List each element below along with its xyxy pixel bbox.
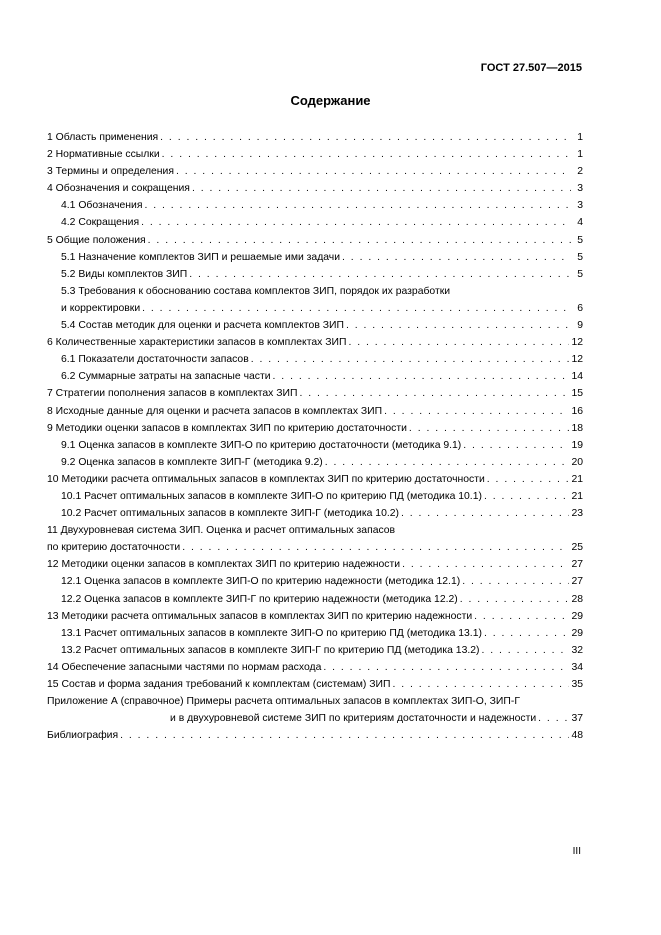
dot-leader	[299, 385, 569, 402]
toc-entry-text: 9 Методики оценки запасов в комплектах ЗИП по критерию достаточности	[47, 422, 407, 434]
toc-entry[interactable]	[47, 556, 583, 573]
toc-entry-text: 12.1 Оценка запасов в комплекте ЗИП-О по критерию надежности (методика 12.1)	[61, 576, 461, 588]
dot-leader	[392, 676, 569, 693]
toc-entry-text: 13 Методики расчета оптимальных запасов в комплектах ЗИП по критерию надежности	[47, 610, 473, 622]
dot-leader	[141, 214, 571, 231]
dot-leader	[384, 403, 569, 420]
toc-entry[interactable]	[47, 197, 583, 214]
page-title: Содержание	[290, 93, 371, 108]
toc-page-number: 48	[571, 730, 583, 742]
dot-leader	[484, 625, 570, 642]
dot-leader	[162, 146, 571, 163]
toc-entry-text: Библиография	[47, 730, 119, 742]
dot-leader	[487, 471, 570, 488]
toc-entry-text: 7 Стратегии пополнения запасов в комплектах ЗИП	[47, 388, 298, 400]
toc-entry-text: 12 Методики оценки запасов в комплектах ЗИП по критерию надежности	[47, 559, 401, 571]
toc-entry[interactable]	[47, 454, 583, 471]
toc-entry-text: 5 Общие положения	[47, 234, 146, 246]
toc-page-number: 19	[571, 439, 583, 451]
toc-entry-text: 4.2 Сокращения	[61, 217, 140, 229]
toc-entry[interactable]	[47, 608, 583, 625]
dot-leader	[323, 659, 569, 676]
dot-leader	[402, 556, 569, 573]
toc-entry[interactable]	[47, 522, 583, 556]
dot-leader	[484, 488, 570, 505]
toc-entry[interactable]	[47, 573, 583, 590]
dot-leader	[538, 710, 569, 727]
toc-page-number: 20	[571, 456, 583, 468]
dot-leader	[189, 266, 571, 283]
dot-leader	[462, 573, 569, 590]
toc-entry-text: 9.1 Оценка запасов в комплекте ЗИП-О по критерию достаточности (методика 9.1)	[61, 439, 462, 451]
document-code: ГОСТ 27.507—2015	[480, 62, 582, 74]
toc-entry[interactable]	[47, 403, 583, 420]
toc-page-number: 16	[571, 405, 583, 417]
toc-entry[interactable]	[47, 642, 583, 659]
toc-entry[interactable]	[47, 625, 583, 642]
toc-page-number: 9	[577, 320, 583, 332]
toc-entry-text: 11 Двухуровневая система ЗИП. Оценка и расчет оптимальных запасов	[47, 525, 396, 537]
toc-page-number: 29	[571, 627, 583, 639]
toc-page-number: 1	[577, 132, 583, 143]
toc-entry-text: 6.1 Показатели достаточности запасов	[61, 354, 249, 366]
toc-entry-text: 4.1 Обозначения	[61, 200, 143, 212]
toc-page-number: 5	[577, 234, 583, 246]
toc-page-number: 6	[577, 302, 583, 314]
toc-entry[interactable]	[47, 505, 583, 522]
dot-leader	[481, 642, 569, 659]
toc-page-number: 28	[571, 593, 583, 605]
toc-entry[interactable]	[47, 727, 583, 744]
dot-leader	[251, 351, 570, 368]
toc-entry-text: 15 Состав и форма задания требований к комплектам (системам) ЗИП	[47, 679, 391, 690]
toc-page-number: 37	[571, 713, 583, 725]
toc-page-number: 27	[571, 576, 583, 588]
toc-entry-text: 5.1 Назначение комплектов ЗИП и решаемые ими задачи	[61, 251, 341, 263]
toc-page-number: 5	[577, 268, 583, 280]
toc-entry-text: 6.2 Суммарные затраты на запасные части	[61, 371, 271, 383]
toc-page-number: 15	[571, 388, 583, 400]
toc-page-number: 18	[571, 422, 583, 434]
dot-leader	[176, 163, 571, 180]
toc-entry-text: 9.2 Оценка запасов в комплекте ЗИП-Г (методика 9.2)	[61, 456, 323, 468]
toc-entry-text: 6 Количественные характеристики запасов в комплектах ЗИП	[47, 337, 347, 349]
toc-page-number: 32	[571, 644, 583, 656]
dot-leader	[182, 539, 569, 556]
toc-entry[interactable]	[47, 351, 583, 368]
toc-entry-text: по критерию достаточности	[47, 542, 181, 554]
toc-entry[interactable]	[47, 180, 583, 197]
toc-entry[interactable]	[47, 659, 583, 676]
toc-page-number: 1	[577, 149, 583, 161]
toc-entry-text: 5.2 Виды комплектов ЗИП	[61, 268, 188, 280]
toc-page-number: 35	[571, 679, 583, 690]
dot-leader	[148, 232, 571, 249]
dot-leader	[401, 505, 569, 522]
toc-entry-text: 10.1 Расчет оптимальных запасов в комплекте ЗИП-О по критерию ПД (методика 10.1)	[61, 490, 482, 502]
dot-leader	[142, 300, 571, 317]
toc-entry[interactable]	[47, 420, 583, 437]
toc-entry-text: 4 Обозначения и сокращения	[47, 183, 190, 195]
toc-page-number: 12	[571, 337, 583, 349]
toc-entry[interactable]	[47, 488, 583, 505]
dot-leader	[348, 334, 569, 351]
toc-entry[interactable]	[47, 334, 583, 351]
toc-page-number: 25	[571, 542, 583, 554]
toc-page-number: 29	[571, 610, 583, 622]
toc-entry-text: 10.2 Расчет оптимальных запасов в комплекте ЗИП-Г (методика 10.2)	[61, 508, 399, 520]
toc-entry[interactable]	[47, 591, 583, 608]
toc-entry-text: 10 Методики расчета оптимальных запасов в комплектах ЗИП по критерию достаточности	[47, 473, 485, 485]
toc-page-number: 34	[571, 661, 583, 673]
toc-entry[interactable]	[47, 471, 583, 488]
dot-leader	[342, 249, 571, 266]
toc-entry-text: и в двухуровневой системе ЗИП по критериям достаточности и надежности	[170, 713, 537, 725]
dot-leader	[325, 454, 570, 471]
toc-page-number: 5	[577, 251, 583, 263]
toc-entry-text: 13.2 Расчет оптимальных запасов в комплекте ЗИП-Г по критерию ПД (методика 13.2)	[61, 644, 480, 656]
page-number: III	[572, 846, 581, 857]
toc-entry-text: 8 Исходные данные для оценки и расчета запасов в комплектах ЗИП	[47, 405, 383, 417]
toc-entry-text: 14 Обеспечение запасными частями по нормам расхода	[47, 661, 322, 673]
toc-entry[interactable]	[47, 214, 583, 231]
toc-entry-text: 2 Нормативные ссылки	[47, 149, 160, 161]
toc-entry[interactable]	[47, 249, 583, 266]
toc-entry-text: Приложение А (справочное) Примеры расчета оптимальных запасов в комплектах ЗИП-О, ЗИП-Г	[47, 696, 520, 708]
toc-entry-text: 12.2 Оценка запасов в комплекте ЗИП-Г по критерию надежности (методика 12.2)	[61, 593, 458, 605]
dot-leader	[463, 437, 569, 454]
toc-entry[interactable]	[47, 693, 583, 727]
toc-page-number: 12	[571, 354, 583, 366]
dot-leader	[409, 420, 570, 437]
toc-entry[interactable]	[47, 146, 583, 163]
dot-leader	[474, 608, 569, 625]
toc-page-number: 3	[577, 183, 583, 195]
toc-entry[interactable]	[47, 163, 583, 180]
toc-entry[interactable]	[47, 317, 583, 334]
toc-entry[interactable]	[47, 368, 583, 385]
toc-entry-text: 1 Область применения	[47, 132, 159, 143]
toc-page-number: 27	[571, 559, 583, 571]
table-of-contents	[47, 129, 583, 744]
toc-entry-text: 5.3 Требования к обоснованию состава комплектов ЗИП, порядок их разработки	[61, 285, 451, 297]
toc-page-number: 23	[571, 508, 583, 520]
toc-entry[interactable]	[47, 437, 583, 454]
toc-entry[interactable]	[47, 283, 583, 317]
dot-leader	[120, 727, 569, 744]
toc-entry[interactable]	[47, 129, 583, 146]
dot-leader	[160, 129, 571, 146]
toc-page-number: 2	[577, 166, 583, 178]
toc-entry-text: 13.1 Расчет оптимальных запасов в комплекте ЗИП-О по критерию ПД (методика 13.1)	[61, 627, 482, 639]
toc-page-number: 14	[571, 371, 583, 383]
dot-leader	[144, 197, 571, 214]
dot-leader	[346, 317, 571, 334]
toc-entry[interactable]	[47, 385, 583, 402]
toc-page-number: 21	[571, 473, 583, 485]
toc-entry[interactable]	[47, 266, 583, 283]
toc-entry-text: 3 Термины и определения	[47, 166, 174, 178]
toc-entry-text: 5.4 Состав методик для оценки и расчета комплектов ЗИП	[61, 320, 344, 332]
toc-entry[interactable]	[47, 232, 583, 249]
dot-leader	[192, 180, 571, 197]
toc-entry[interactable]	[47, 676, 583, 693]
toc-entry-text: и корректировки	[61, 302, 141, 314]
dot-leader	[273, 368, 570, 385]
dot-leader	[460, 591, 570, 608]
toc-page-number: 4	[577, 217, 583, 229]
toc-page-number: 3	[577, 200, 583, 212]
toc-page-number: 21	[571, 490, 583, 502]
